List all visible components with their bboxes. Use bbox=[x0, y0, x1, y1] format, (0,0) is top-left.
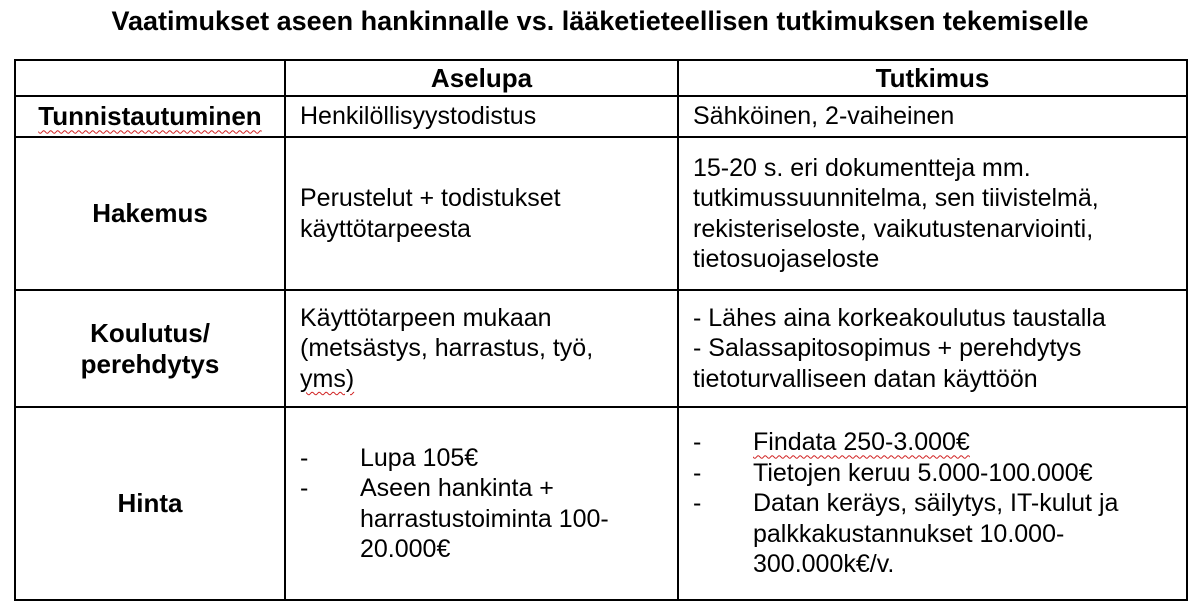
list-item-line: Aseen hankinta + bbox=[360, 474, 554, 502]
list-item-line: 20.000€ bbox=[360, 535, 451, 563]
aselupa-cell bbox=[285, 137, 678, 290]
row-label-hakemus: Hakemus bbox=[15, 137, 285, 290]
dash-bullet: - bbox=[693, 458, 702, 487]
tutkimus-cell bbox=[678, 407, 1187, 600]
tutkimus-cell bbox=[678, 137, 1187, 290]
list-item bbox=[300, 443, 677, 474]
cell-line: Perustelut + todistukset bbox=[300, 184, 561, 212]
cell-line: - Salassapitosopimus + perehdytys bbox=[693, 334, 1082, 363]
table-row bbox=[15, 290, 1187, 407]
tutkimus-price-list bbox=[693, 427, 1186, 580]
cell-line: (metsästys, harrastus, työ, bbox=[300, 334, 594, 363]
list-item-text: Findata 250-3.000€ bbox=[753, 428, 970, 457]
dash-bullet: - bbox=[693, 428, 702, 457]
tutkimus-cell bbox=[678, 290, 1187, 407]
list-item-line: Datan keräys, säilytys, IT-kulut ja bbox=[753, 489, 1119, 518]
dash-bullet: - bbox=[300, 443, 309, 472]
table-row bbox=[15, 96, 1187, 137]
comparison-table bbox=[14, 59, 1188, 601]
dash-bullet: - bbox=[300, 474, 309, 502]
header-row bbox=[15, 60, 1187, 96]
list-item-line: Lupa 105€ bbox=[360, 443, 479, 472]
cell-line: tutkimussuunnitelma, sen tiivistelmä, bbox=[693, 184, 1099, 212]
aselupa-price-list bbox=[300, 443, 677, 565]
list-item bbox=[693, 488, 1186, 580]
row-label-text: Tunnistautuminen bbox=[38, 101, 262, 132]
list-item bbox=[300, 473, 677, 565]
page-title: Vaatimukset aseen hankinnalle vs. lääketieteellisen tutkimuksen tekemiselle bbox=[111, 6, 1089, 36]
row-label-tunnistautuminen bbox=[15, 96, 285, 137]
row-label-line: perehdytys bbox=[80, 348, 220, 379]
list-item-line: Tietojen keruu 5.000-100.000€ bbox=[753, 458, 1093, 487]
dash-bullet: - bbox=[693, 489, 702, 518]
header-empty bbox=[15, 60, 285, 96]
aselupa-cell: Henkilöllisyystodistus bbox=[285, 96, 678, 137]
table-row bbox=[15, 137, 1187, 290]
row-label-koulutus bbox=[15, 290, 285, 407]
cell-line bbox=[300, 364, 677, 395]
cell-line: tietosuojaseloste bbox=[693, 245, 880, 273]
tutkimus-cell: Sähköinen, 2-vaiheinen bbox=[678, 96, 1187, 137]
list-item bbox=[693, 458, 1186, 489]
cell-line: rekisteriseloste, vaikutustenarviointi, bbox=[693, 214, 1094, 243]
list-item-line: palkkakustannukset 10.000- bbox=[753, 519, 1065, 548]
header-aselupa: Aselupa bbox=[285, 60, 678, 96]
list-item bbox=[693, 427, 1186, 458]
cell-line: käyttötarpeesta bbox=[300, 214, 471, 243]
cell-line: Käyttötarpeen mukaan bbox=[300, 303, 552, 332]
row-label-line: Koulutus/ bbox=[90, 318, 210, 348]
list-item-line: harrastustoiminta 100- bbox=[360, 504, 609, 533]
cell-line: 15-20 s. eri dokumentteja mm. bbox=[693, 153, 1031, 182]
list-item-line bbox=[753, 427, 1186, 458]
cell-line: tietoturvalliseen datan käyttöön bbox=[693, 364, 1038, 393]
table-row bbox=[15, 407, 1187, 600]
cell-line-text: yms) bbox=[300, 364, 355, 393]
header-tutkimus: Tutkimus bbox=[678, 60, 1187, 96]
aselupa-cell bbox=[285, 407, 678, 600]
list-item-line: 300.000k€/v. bbox=[753, 550, 895, 579]
cell-line: - Lähes aina korkeakoulutus taustalla bbox=[693, 303, 1106, 332]
aselupa-cell bbox=[285, 290, 678, 407]
row-label-hinta: Hinta bbox=[15, 407, 285, 600]
